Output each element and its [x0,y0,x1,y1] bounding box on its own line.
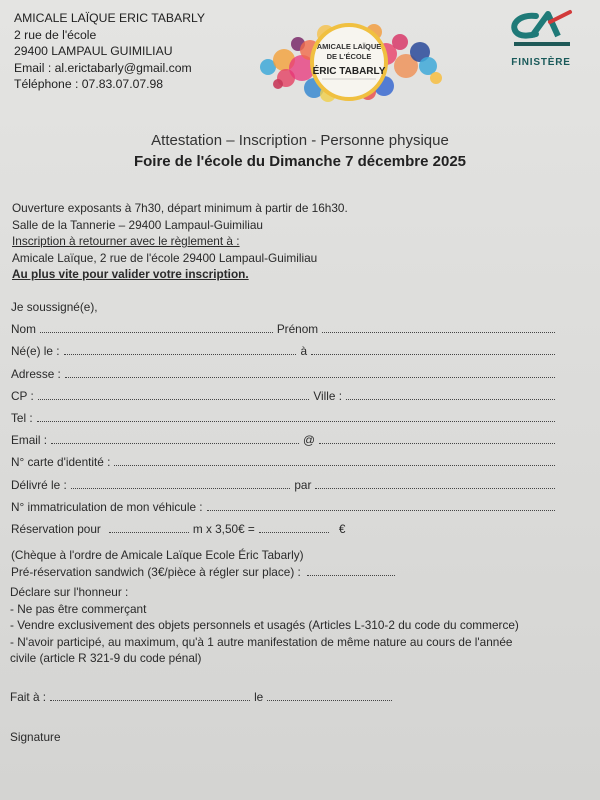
issued-date-field[interactable] [71,478,291,489]
cp-field[interactable] [38,389,310,400]
id-card-row [11,455,559,477]
amicale-logo [256,22,442,102]
title-line-1: Attestation – Inscription - Personne physique [151,132,449,149]
ca-emblem-icon [506,8,576,50]
tel-label: Tel : [11,410,33,425]
declaration-item: - Ne pas être commerçant [10,601,147,616]
return-address: Amicale Laïque, 2 rue de l'école 29400 Lampaul-Guimiliau [12,250,318,265]
declaration-item: - Vendre exclusivement des objets personnels et usagés (Articles L-310-2 du code du commerce) [10,618,519,632]
city-label: Ville : [313,388,343,403]
at-sign: @ [302,433,315,448]
reservation-row [11,522,559,544]
birthdate-label: Né(e) le : [11,344,60,359]
city-field[interactable] [346,389,555,400]
prenom-field[interactable] [322,322,555,333]
organization-address [14,10,205,93]
address-label: Adresse : [11,366,61,381]
date-label: le [254,690,264,704]
cp-label: CP : [11,388,34,403]
colorful-bubbles-icon [256,22,442,102]
email-user-field[interactable] [51,433,299,444]
issued-by-field[interactable] [315,478,555,489]
vehicle-row [11,500,559,522]
declaration-heading: Déclare sur l'honneur : [10,585,129,599]
id-card-label: N° carte d'identité : [11,455,111,470]
address-field[interactable] [65,367,555,378]
svg-text:DE L'ÉCOLE: DE L'ÉCOLE [326,52,372,61]
org-city: 29400 LAMPAUL GUIMILIAU [14,44,173,58]
tel-row [11,411,559,433]
sandwich-row [11,564,559,581]
credit-agricole-logo [496,8,586,72]
address-row [11,367,559,389]
svg-text:AMICALE LAÏQUE: AMICALE LAÏQUE [316,42,382,51]
document-title [0,130,600,173]
email-domain-field[interactable] [319,433,555,444]
signature-label: Signature [10,730,61,744]
title-line-2: Foire de l'école du Dimanche 7 décembre 2025 [133,153,467,170]
sandwich-label: Pré-réservation sandwich (3€/pièce à régler sur place) : [11,564,301,579]
cheque-note: (Chèque à l'ordre de Amicale Laïque Ecole Éric Tabarly) [11,548,304,563]
issued-by-label: par [294,477,312,492]
birthplace-label: à [300,344,307,359]
reservation-label: Réservation pour [11,521,101,536]
price-label: m x 3,50€ = [192,521,255,536]
name-row [11,322,559,344]
issued-label: Délivré le : [11,477,67,492]
birthdate-field[interactable] [64,344,297,355]
birthplace-field[interactable] [311,344,555,355]
cp-city-row [11,389,559,411]
sandwich-field[interactable] [307,565,395,576]
id-card-field[interactable] [114,455,555,466]
tel-field[interactable] [37,411,555,422]
fait-a-label: Fait à : [10,690,47,704]
org-email: Email : al.erictabarly@gmail.com [14,60,192,75]
venue: Salle de la Tannerie – 29400 Lampaul-Guimiliau [12,217,263,232]
declaration [10,584,519,667]
vehicle-label: N° immatriculation de mon véhicule : [11,499,203,514]
date-field[interactable] [267,690,392,701]
euro-sign: € [338,521,346,536]
vehicle-field[interactable] [207,500,555,511]
meters-field[interactable] [109,522,189,533]
issued-row [11,478,559,500]
place-date-row [10,690,396,712]
birth-row [11,344,559,366]
org-street: 2 rue de l'école [14,27,97,42]
signature-section [10,690,396,744]
org-name: AMICALE LAÏQUE ERIC TABARLY [14,11,205,25]
payment-notes [11,547,559,580]
ca-region-label: FINISTÈRE [511,57,571,68]
declaration-item: civile (article R 321-9 du code pénal) [10,651,202,665]
email-row [11,433,559,455]
total-field[interactable] [259,522,329,533]
org-phone: Téléphone : 07.83.07.07.98 [14,77,164,91]
deadline-note: Au plus vite pour valider votre inscription. [12,267,249,281]
email-label: Email : [11,433,48,448]
nom-label: Nom [11,322,36,337]
prenom-label: Prénom [276,322,319,337]
svg-text:ÉRIC TABARLY: ÉRIC TABARLY [312,66,386,77]
registration-form [11,300,559,580]
opening-hours: Ouverture exposants à 7h30, départ minimum à partir de 16h30. [12,201,348,215]
intro-row [11,300,559,322]
place-field[interactable] [50,690,250,701]
intro-label: Je soussigné(e), [11,300,98,314]
event-info [12,200,348,283]
nom-field[interactable] [40,322,273,333]
declaration-item: - N'avoir participé, au maximum, qu'à 1 autre manifestation de même nature au cours de l'année [10,634,513,649]
return-instructions: Inscription à retourner avec le règlement à : [12,234,240,248]
